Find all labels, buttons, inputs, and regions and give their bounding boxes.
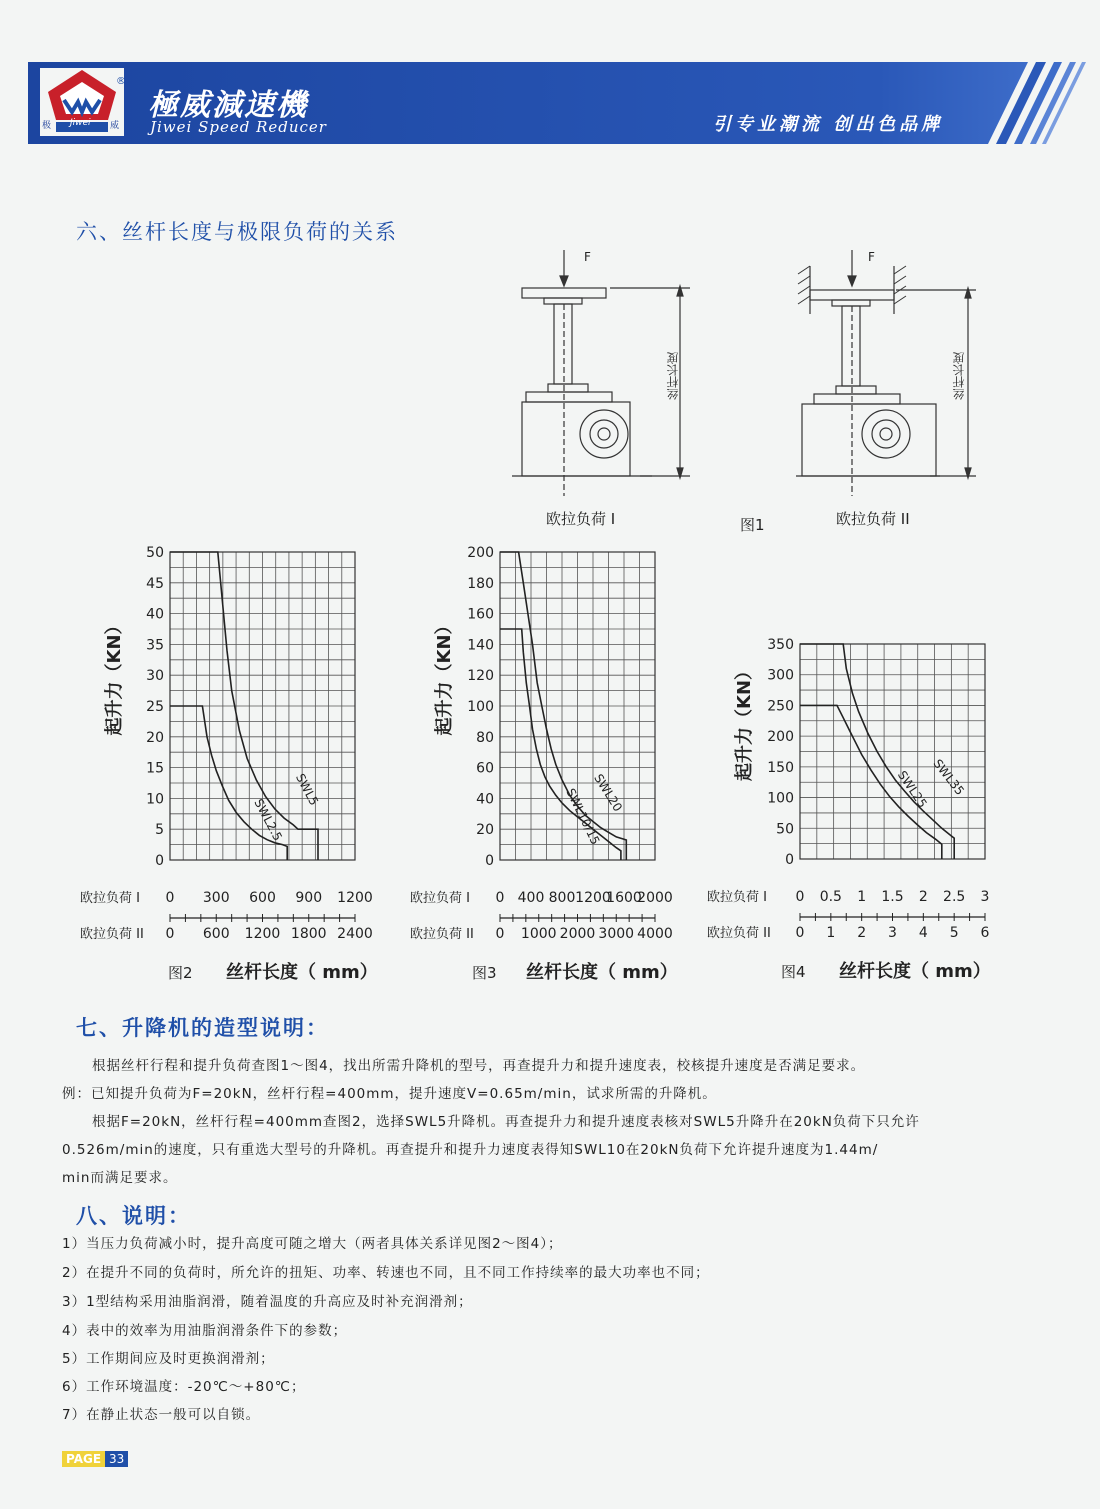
- x-tick-label: 1200: [244, 926, 281, 942]
- section7-paragraph-1: 根据丝杆行程和提升负荷查图1～图4，找出所需升降机的型号，再查提升力和提升速度表，校核提升速度是否满足要求。: [92, 1058, 866, 1074]
- y-tick-label: 35: [146, 637, 164, 654]
- length-label-right: 丝杆长度: [952, 352, 966, 400]
- x-tick-label: 4: [918, 925, 928, 941]
- slogan: 引专业潮流 创出色品牌: [713, 114, 944, 135]
- figure-caption: 图3: [472, 964, 497, 980]
- x-tick-label: 600: [249, 890, 276, 906]
- x-tick-label: 1800: [290, 926, 327, 942]
- figure-caption: 图2: [168, 964, 193, 980]
- x-tick-label: 300: [202, 890, 230, 906]
- length-label-left: 丝杆长度: [666, 352, 680, 400]
- chart-fig2: [80, 540, 400, 980]
- x-tick-label: 1: [826, 925, 836, 941]
- x-tick-label: 900: [295, 890, 323, 906]
- x-tick-label: 2: [857, 925, 867, 941]
- chart-fig3: [410, 540, 710, 980]
- y-tick-label: 200: [767, 729, 794, 746]
- y-tick-label: 0: [785, 852, 794, 868]
- note-item: 5）工作期间应及时更换润滑剂；: [62, 1351, 275, 1367]
- fig1-caption-left: 欧拉负荷 I: [546, 510, 616, 528]
- note-item: 3）1型结构采用油脂润滑，随着温度的升高应及时补充润滑剂；: [62, 1294, 473, 1310]
- x-tick-label: 0: [165, 926, 175, 942]
- y-tick-label: 100: [767, 790, 794, 807]
- x-tick-label: 0: [495, 926, 505, 942]
- y-tick-label: 10: [146, 791, 164, 808]
- note-item: 4）表中的效率为用油脂润滑条件下的参数；: [62, 1323, 348, 1339]
- x-axis-2-label: 欧拉负荷 II: [80, 927, 144, 942]
- y-axis-label: 起升力（KN）: [104, 616, 125, 736]
- note-item: 1）当压力负荷减小时，提升高度可随之增大（两者具体关系详见图2～图4）；: [62, 1236, 563, 1252]
- logo-text: Jiwei: [70, 118, 91, 128]
- section7-paragraph-3c: min而满足要求。: [62, 1170, 178, 1186]
- section7-paragraph-3a: 根据F=20kN，丝杆行程=400mm查图2，选择SWL5升降机。再查提升力和提升速度表核对SWL5升降升在20kN负荷下只允许: [92, 1114, 920, 1130]
- y-axis-label: 起升力（KN）: [734, 661, 755, 782]
- y-tick-label: 0: [485, 853, 494, 869]
- y-tick-label: 50: [776, 821, 794, 838]
- y-tick-label: 40: [146, 606, 164, 623]
- figure1-diagram: [500, 240, 1000, 530]
- x-axis-2-label: 欧拉负荷 II: [707, 926, 771, 941]
- chart-grid: [800, 644, 985, 859]
- page-badge: [62, 1451, 128, 1467]
- x-tick-label: 3: [888, 925, 897, 941]
- brand-name-en: Jiwei Speed Reducer: [150, 118, 327, 136]
- x-tick-label: 2: [918, 889, 928, 905]
- y-tick-label: 150: [767, 759, 794, 776]
- x-tick-label: 1: [857, 889, 867, 905]
- series-label: SWL20: [591, 771, 626, 815]
- note-item: 6）工作环境温度：-20℃～+80℃；: [62, 1379, 306, 1395]
- x-tick-label: 2000: [559, 926, 596, 942]
- note-item: 7）在静止状态一般可以自锁。: [62, 1407, 261, 1423]
- x-axis-1-label: 欧拉负荷 I: [80, 891, 140, 906]
- section7-paragraph-2: 例：已知提升负荷为F=20kN，丝杆行程=400mm，提升速度V=0.65m/min，试求所需的升降机。: [62, 1086, 717, 1102]
- y-tick-label: 0: [155, 853, 164, 869]
- x-tick-label: 0: [795, 925, 805, 941]
- page-label: PAGE: [62, 1451, 105, 1467]
- series-line: [500, 629, 621, 860]
- x-tick-label: 1200: [575, 890, 611, 906]
- brand-name-cn: 極威減速機: [148, 88, 308, 123]
- y-tick-label: 80: [476, 729, 494, 746]
- fig1-caption-center: 图1: [740, 516, 765, 534]
- y-tick-label: 60: [476, 760, 494, 777]
- y-tick-label: 140: [467, 637, 494, 654]
- x-tick-label: 0: [165, 890, 175, 906]
- fig1-caption-right: 欧拉负荷 II: [836, 510, 910, 528]
- x-tick-label: 5: [949, 925, 959, 941]
- x-tick-label: 1000: [520, 926, 557, 942]
- force-label-right: F: [868, 250, 875, 264]
- x-tick-label: 0: [495, 890, 505, 906]
- y-tick-label: 50: [146, 545, 164, 561]
- y-tick-label: 250: [767, 698, 794, 715]
- x-tick-label: 2400: [337, 926, 373, 942]
- series-label: SWL5: [292, 771, 322, 808]
- x-axis-label: 丝杆长度（ mm）: [226, 962, 378, 980]
- x-axis-1-label: 欧拉负荷 I: [410, 891, 470, 906]
- x-tick-label: 0.5: [819, 889, 842, 905]
- x-tick-label: 3000: [598, 926, 635, 942]
- force-label-left: F: [584, 250, 591, 264]
- x-axis-label: 丝杆长度（ mm）: [839, 961, 991, 980]
- x-tick-label: 1200: [337, 890, 373, 906]
- section6-title: 六、丝杆长度与极限负荷的关系: [76, 220, 398, 244]
- x-tick-label: 1600: [606, 890, 642, 906]
- note-item: 2）在提升不同的负荷时，所允许的扭矩、功率、转速也不同，且不同工作持续率的最大功率也不同；: [62, 1265, 710, 1281]
- y-tick-label: 25: [146, 699, 164, 715]
- y-tick-label: 160: [467, 606, 494, 623]
- y-tick-label: 200: [467, 545, 494, 561]
- logo-char-right: 威: [110, 121, 120, 131]
- chart-fig4: [705, 630, 1010, 980]
- x-tick-label: 800: [548, 890, 576, 906]
- x-tick-label: 6: [980, 925, 990, 941]
- header-banner: [28, 62, 1088, 144]
- y-tick-label: 15: [146, 760, 164, 777]
- y-tick-label: 30: [146, 668, 164, 685]
- y-tick-label: 45: [146, 575, 164, 592]
- y-tick-label: 350: [767, 637, 794, 653]
- series-label: SWL35: [930, 756, 968, 798]
- section8-title: 八、说明：: [76, 1204, 191, 1228]
- x-tick-label: 400: [517, 890, 545, 906]
- y-tick-label: 180: [467, 575, 494, 592]
- y-tick-label: 100: [467, 699, 494, 715]
- section7-title: 七、升降机的造型说明：: [76, 1016, 329, 1040]
- y-tick-label: 5: [155, 822, 164, 839]
- x-axis-label: 丝杆长度（ mm）: [526, 962, 678, 980]
- x-axis-2-label: 欧拉负荷 II: [410, 927, 474, 942]
- y-tick-label: 120: [467, 668, 494, 685]
- series-label: SWL2.5: [251, 796, 285, 844]
- y-tick-label: 20: [476, 822, 494, 839]
- figure-caption: 图4: [781, 963, 806, 980]
- x-tick-label: 1.5: [881, 889, 904, 905]
- x-tick-label: 0: [795, 889, 805, 905]
- x-tick-label: 600: [202, 926, 230, 942]
- y-tick-label: 20: [146, 729, 164, 746]
- section7-paragraph-3b: 0.526m/min的速度，只有重选大型号的升降机。再查提升和提升力速度表得知SWL10在20kN负荷下允许提升速度为1.44m/: [62, 1142, 879, 1158]
- y-axis-label: 起升力（KN）: [434, 616, 455, 736]
- registered-mark: ®: [116, 76, 126, 87]
- x-tick-label: 2.5: [943, 889, 966, 905]
- x-tick-label: 3: [980, 889, 990, 905]
- x-tick-label: 2000: [637, 890, 673, 906]
- series-label: SWL25: [894, 768, 930, 811]
- x-axis-1-label: 欧拉负荷 I: [707, 890, 767, 905]
- y-tick-label: 300: [767, 667, 794, 684]
- page-number: 33: [105, 1451, 128, 1467]
- logo-char-left: 极: [42, 121, 52, 131]
- series-label: SWL10/15: [563, 786, 603, 847]
- x-tick-label: 4000: [637, 926, 673, 942]
- y-tick-label: 40: [476, 791, 494, 808]
